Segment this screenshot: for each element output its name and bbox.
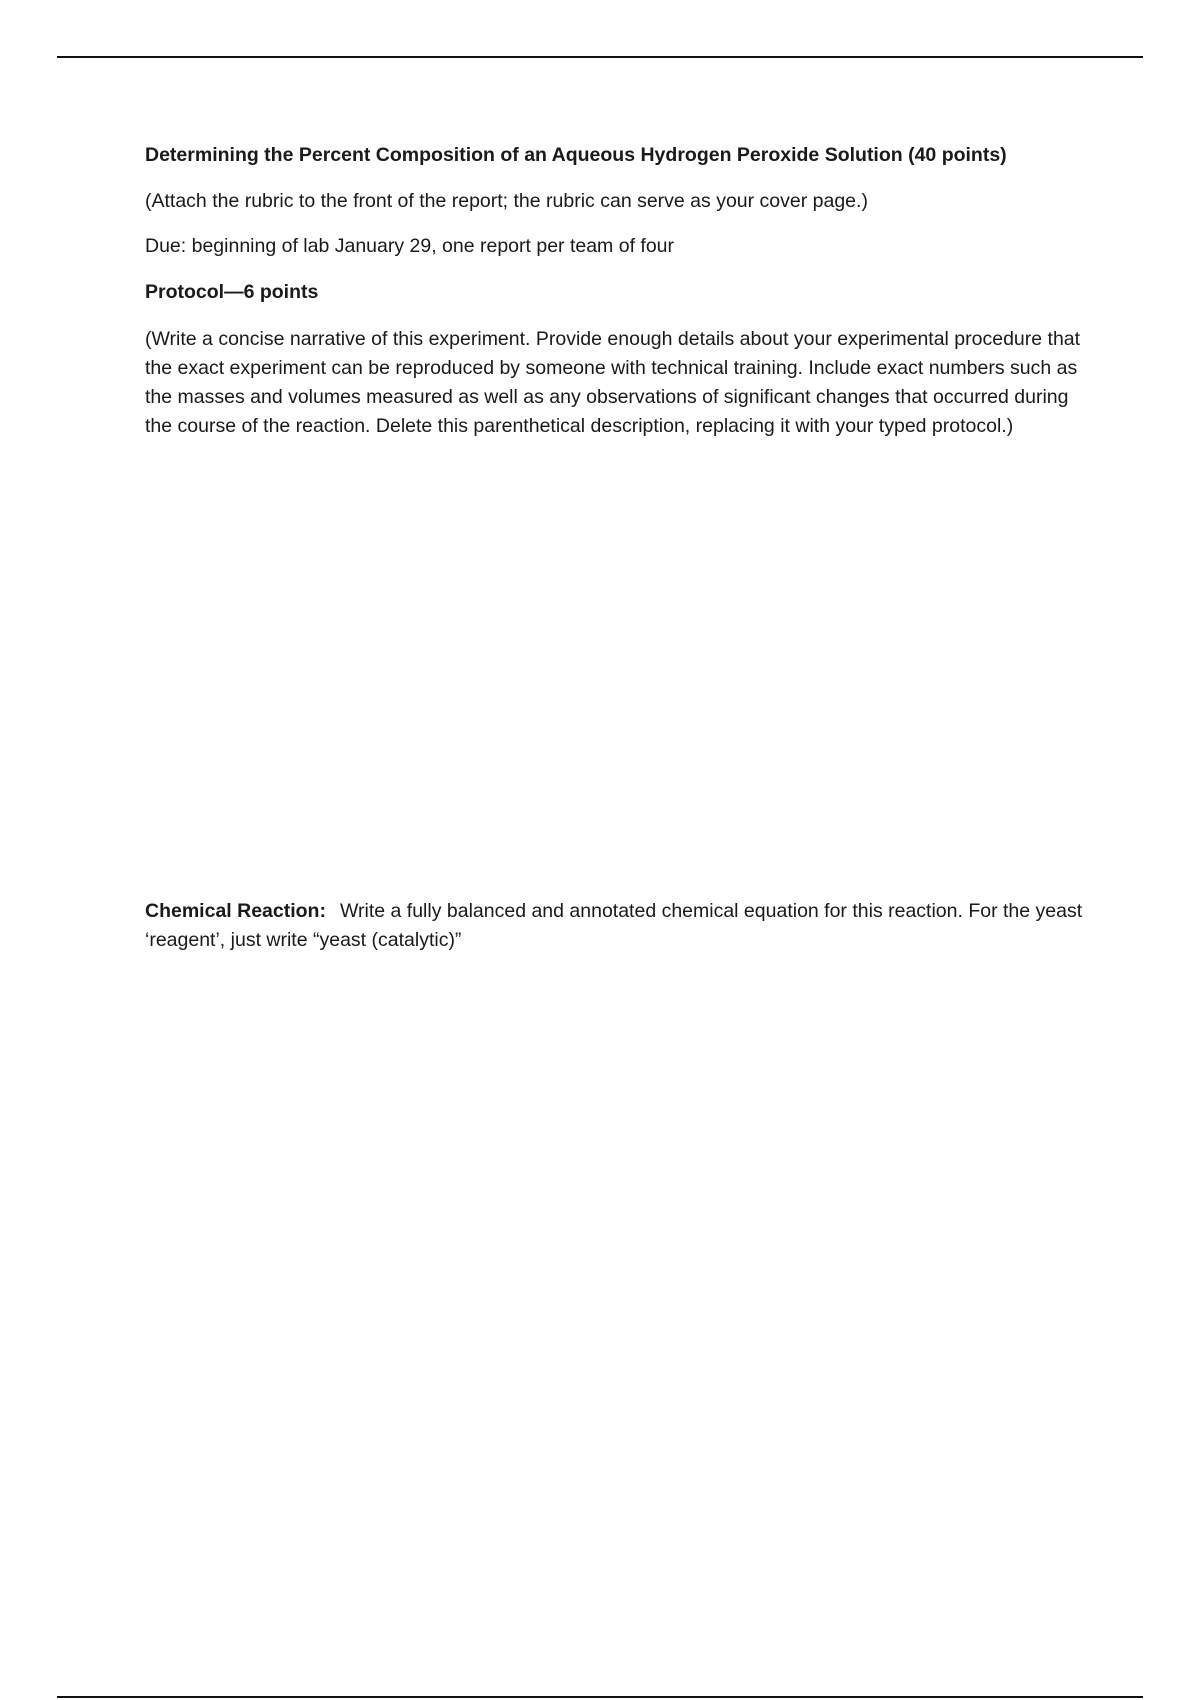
- chemical-reaction-label: Chemical Reaction:: [145, 900, 326, 922]
- header-rule: [57, 56, 1143, 58]
- chemical-reaction-paragraph: [145, 897, 1095, 955]
- due-line: Due: beginning of lab January 29, one report per team of four: [145, 235, 675, 257]
- document-title: Determining the Percent Composition of an Aqueous Hydrogen Peroxide Solution (40 points): [145, 144, 1007, 166]
- footer-rule: [57, 1696, 1143, 1698]
- attach-note: (Attach the rubric to the front of the report; the rubric can serve as your cover page.): [145, 190, 868, 212]
- protocol-heading: Protocol—6 points: [145, 281, 319, 303]
- protocol-instructions[interactable]: (Write a concise narrative of this experiment. Provide enough details about your experimental procedure that the exact experiment can be reproduced by someone with technical training. Include exact numbers such as the masses and volumes measured as well as any observations of significant changes that occurred during the course of the reaction. Delete this parenthetical description, replacing it with your typed protocol.): [145, 328, 1081, 437]
- chemical-reaction-instructions[interactable]: Write a fully balanced and annotated chemical equation for this reaction. For the yeast ‘reagent’, just write “yeast (catalytic)”: [145, 900, 1083, 951]
